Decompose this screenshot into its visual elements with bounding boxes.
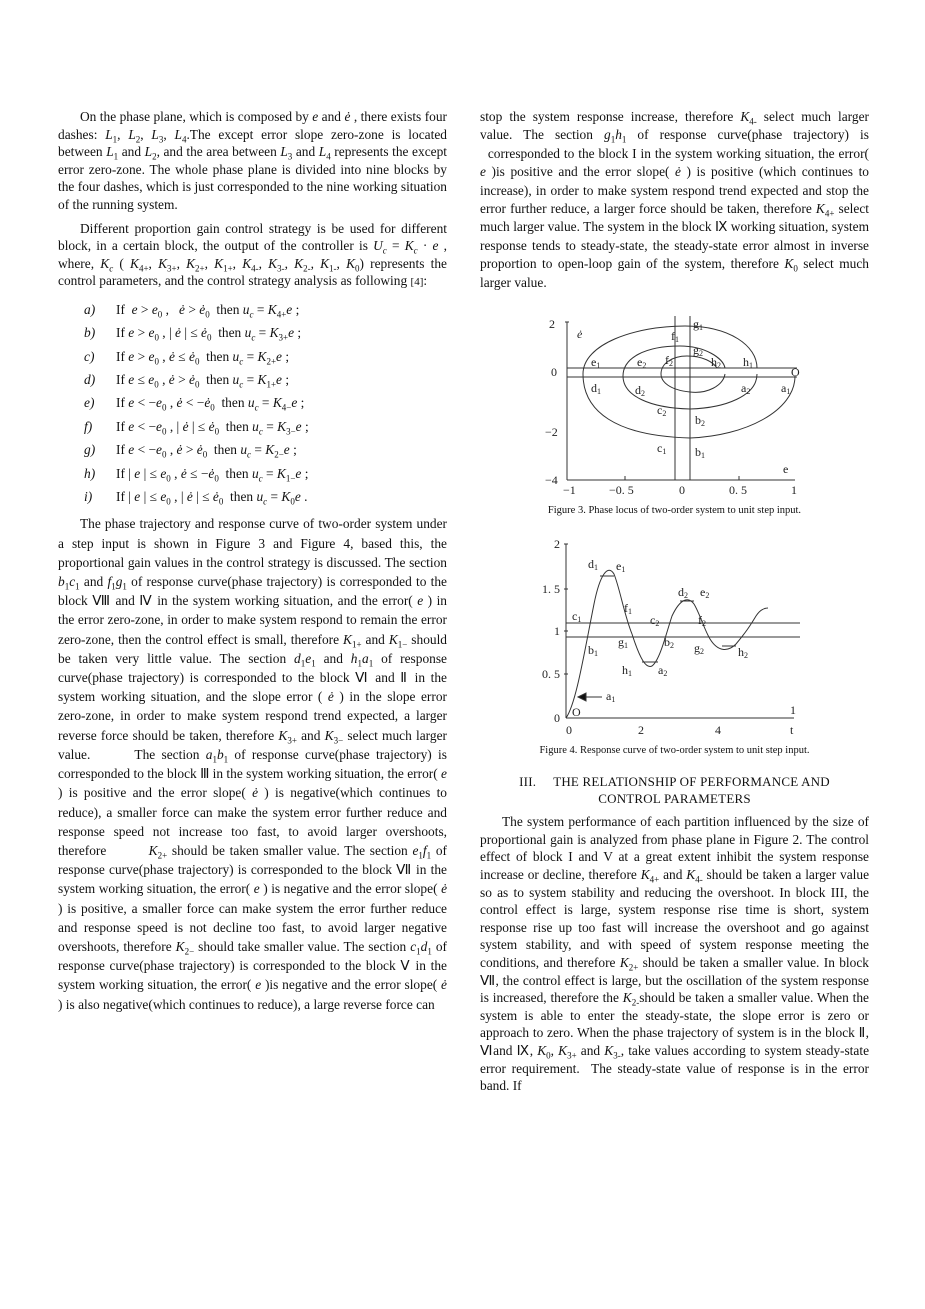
- svg-text:f2: f2: [698, 612, 706, 628]
- svg-text:c2: c2: [650, 612, 660, 628]
- rule-f: f) If $e < -e_0$ , | ė | ≤ $ė_0$ then $u_c = K_{3-}e$ ;: [84, 418, 309, 437]
- x-tick-05: 0. 5: [728, 483, 747, 497]
- y-axis-label: ė: [576, 327, 582, 342]
- svg-text:g2: g2: [692, 343, 703, 359]
- svg-text:f2: f2: [664, 353, 673, 369]
- svg-text:d1: d1: [590, 381, 601, 397]
- svg-text:g2: g2: [694, 640, 704, 656]
- x-tick-4: 4: [715, 722, 721, 736]
- svg-text:c2: c2: [656, 403, 666, 419]
- x-axis-label: e: [782, 462, 788, 477]
- svg-text:e2: e2: [700, 584, 710, 600]
- x-tick-neg1: −1: [562, 483, 576, 497]
- svg-text:c1: c1: [572, 608, 582, 624]
- svg-text:a2: a2: [658, 662, 668, 678]
- response-curve-chart: [542, 534, 807, 736]
- rule-text: If $e > e_0$ , | ė | ≤ $ė_0$ then $u_c = K_{3+}e$ ;: [116, 325, 302, 343]
- svg-text:e1: e1: [616, 558, 626, 574]
- paragraph-phase-trajectory-discussion: The phase trajectory and response curve of two-order system under a step input is shown in Figure 3 and Figure 4, based this, the proportional gain values in the control strategy is discussed. The section $b_1c_1$ and $f_1g_1$ of response curve(phase trajectory) is corresponded to the block Ⅷ and Ⅳ in the system working situation, and the error( e ) in the error zero-zone, in order to make system respond to remain the error zero-zone, then the control effect is small, therefore $K_{1+}$ and $K_{1-}$ should be taken very little value. The section $d_1e_1$ and $h_1a_1$ of response curve(phase trajectory) is corresponded to the block Ⅵ and Ⅱ in the system working situation, and the slope error ( ė ) in the slope error zero-zone, in order to make system respond trend expected, a larger reverse force should be taken, therefore $K_{3+}$ and $K_{3-}$ select much larger value. The section $a_1b_1$ of response curve(phase trajectory) is corresponded to the block Ⅲ in the system working situation, the error( e ) is positive and the error slope( ė ) is negative(which continues to reduce), a smaller force can make the system error further reduce and response speed not increase too fast, to avoid larger overshoots, therefore $K_{2+}$ should be taken smaller value. The section $e_1f_1$ of response curve(phase trajectory) is corresponded to the block Ⅶ in the system working situation, the error( e ) is negative and the error slope( ė ) is positive, a smaller force can make system the error further reduce and response speed is not decline too fast, to avoid larger negative overshoots, therefore $K_{2-}$ should take smaller value. The section $c_1d_1$ of response curve(phase trajectory) is corresponded to the block Ⅴ in the system working situation, the error( e )is negative and the error slope( ė ) is also negative(which continues to reduce), a large reverse force can: [58, 516, 448, 1012]
- figure-4-response-curve: [542, 534, 807, 736]
- paragraph-performance-analysis: The system performance of each partition influenced by the size of proportional gain is analyzed from phase plane in Figure 2. The control effect of block I and V at a great extent inhibit the system response increase or decline, therefore $K_{4+}$ and $K_{4-}$ should be taken a larger value so as to system stability and reducing the overshoot. In block III, the control effect is large, system response rise time is short, system response rise up too fast will increase the overshoot and go against system stability, and with speed of system response meeting the conditions, and therefore $K_{2+}$ should be taken a smaller value. In block Ⅶ, the control effect is large, but the oscillation of the system response is increased, therefore the $K_{2-}should$ be taken a smaller value. When the system is able to enter the steady-state, the slope error is zero or approach to zero. When the phase trajectory of system is in the block Ⅱ, Ⅵand Ⅸ, $K_0$, $K_{3+}$ and $K_{3-}$, take values according to system steady-state error requirement. The steady-state value of response is in the error band. If: [480, 814, 870, 1094]
- section-heading: [480, 773, 869, 807]
- rule-text: If $e < -e_0$ , ė < $-ė_0$ then $u_c = K_{4-}e$ ;: [116, 395, 305, 414]
- rule-b: b) If $e > e_0$ , | ė | ≤ $ė_0$ then $u_c = K_{3+}e$ ;: [84, 325, 302, 343]
- y-tick-neg4: −4: [544, 473, 558, 488]
- rule-a: a) If $e > e_0$ , ė > $ė_0$ then $u_c = K_{4+}e$ ;: [84, 301, 300, 320]
- svg-text:e2: e2: [636, 355, 646, 371]
- control-rules-list: [84, 298, 447, 509]
- rule-text: If | e | ≤ $e_0$ , | ė | ≤ $ė_0$ then $u_c = K_0e$ .: [116, 488, 308, 507]
- rule-text: If $e \le e_0$ , ė > $ė_0$ then $u_c = K_{1+}e$ ;: [116, 372, 290, 390]
- rule-text: If $e < -e_0$ , | ė | ≤ $ė_0$ then $u_c = K_{3-}e$ ;: [116, 418, 309, 437]
- paragraph-phase-plane: On the phase plane, which is composed by e and ė , there exists four dashes: $L_1$, $L_2$, $L_3$, $L_4.The$ except error slope zero-zone is located between $L_1$ and $L_2$, and the area between $L_3$ and $L_4$ represents the except error zero-zone. The whole phase plane is divided into nine blocks by the four dashes, which is just corresponded to the nine working situation of the running system.: [58, 109, 448, 212]
- svg-text:h2: h2: [710, 355, 721, 371]
- svg-text:1: 1: [790, 702, 796, 717]
- x-axis-label: t: [790, 722, 794, 736]
- y-tick-05: 0. 5: [542, 666, 560, 681]
- svg-text:d1: d1: [588, 556, 598, 572]
- right-column: [480, 108, 869, 1101]
- rule-text: If $e > e_0$ , ė ≤ $ė_0$ then $u_c = K_{2+}e$ ;: [116, 348, 290, 367]
- rule-c: c) If $e > e_0$ , ė ≤ $ė_0$ then $u_c = K_{2+}e$ ;: [84, 348, 290, 367]
- section-title-line2: CONTROL PARAMETERS: [598, 791, 751, 807]
- section-number: III.: [519, 774, 537, 790]
- x-tick-0: 0: [566, 722, 572, 736]
- svg-text:h1: h1: [742, 355, 753, 371]
- rule-e: e) If $e < -e_0$ , ė < $-ė_0$ then $u_c = K_{4-}e$ ;: [84, 395, 305, 414]
- svg-text:a2: a2: [740, 381, 750, 397]
- rule-d: d) If $e \le e_0$ , ė > $ė_0$ then $u_c = K_{1+}e$ ;: [84, 372, 290, 390]
- svg-text:b2: b2: [694, 413, 705, 429]
- svg-text:d2: d2: [678, 584, 688, 600]
- figure-4-caption: Figure 4. Response curve of two-order system to unit step input.: [539, 744, 810, 756]
- svg-text:h1: h1: [622, 662, 632, 678]
- svg-text:g1: g1: [618, 634, 628, 650]
- rule-text: If $e < -e_0$ , ė > $ė_0$ then $u_c = K_{2-}e$ ;: [116, 442, 297, 460]
- y-tick-1: 1: [554, 623, 560, 638]
- phase-locus-chart: [545, 316, 805, 496]
- svg-text:h2: h2: [738, 644, 748, 660]
- y-tick-neg2: −2: [544, 425, 558, 440]
- y-tick-0: 0: [554, 710, 560, 725]
- svg-text:O: O: [572, 704, 581, 719]
- svg-text:b2: b2: [664, 634, 674, 650]
- svg-text:g1: g1: [692, 317, 703, 333]
- svg-text:O: O: [790, 365, 800, 380]
- svg-text:f1: f1: [624, 600, 632, 616]
- svg-text:f1: f1: [670, 329, 679, 345]
- rule-text: If | e | ≤ $e_0$ , ė ≤ $-ė_0$ then $u_c = K_{1-}e$ ;: [116, 465, 309, 484]
- x-tick-1: 1: [790, 483, 797, 497]
- rule-h: h) If | e | ≤ $e_0$ , ė ≤ $-ė_0$ then $u_c = K_{1-}e$ ;: [84, 465, 309, 484]
- svg-text:b1: b1: [588, 642, 598, 658]
- x-tick-0: 0: [678, 483, 685, 497]
- section-title-line1: THE RELATIONSHIP OF PERFORMANCE AND: [553, 774, 830, 790]
- svg-text:a1: a1: [606, 688, 616, 704]
- left-column: [58, 108, 447, 1020]
- figure-3-phase-locus: [545, 316, 805, 496]
- svg-text:a1: a1: [780, 381, 790, 397]
- svg-text:e1: e1: [590, 355, 600, 371]
- figure-3-caption: Figure 3. Phase locus of two-order system to unit step input.: [547, 505, 802, 517]
- paragraph-control-strategy: Different proportion gain control strategy is be used for different block, in a certain block, the output of the controller is $U_c = K_c \cdot e$ , where, $K_c$ ( $K_{4+}$, $K_{3+}$, $K_{2+}$, $K_{1+}$, $K_{4-}$, $K_{3-}$, $K_{2-}$, $K_{1-}$, $K_0$) represents the control parameters, and the control strategy analysis as following [4]:: [58, 220, 448, 289]
- svg-text:b1: b1: [694, 445, 705, 461]
- rule-g: g) If $e < -e_0$ , ė > $ė_0$ then $u_c = K_{2-}e$ ;: [84, 442, 297, 460]
- y-tick-0: 0: [550, 365, 557, 380]
- x-tick-2: 2: [638, 722, 644, 736]
- svg-text:d2: d2: [634, 383, 645, 399]
- paragraph-block-continuation: stop the system response increase, therefore $K_{4-}$ select much larger value. The section $g_1h_1$ of response curve(phase trajectory) is corresponded to the block I in the system working situation, the error( e )is positive and the error slope( ė ) is positive (which continues to increase), in order to make system respond trend expected and stop the error further reduce, a larger force should be taken, therefore $K_{4+}$ select much larger value. The system in the block Ⅸ working situation, system response tends to steady-state, the steady-state error almost in inverse proportion to open-loop gain of the system, therefore $K_0$ select much larger value.: [480, 109, 869, 290]
- y-tick-15: 1. 5: [542, 581, 560, 596]
- y-tick-2: 2: [548, 317, 555, 332]
- rule-text: If $e > e_0$ , ė > $ė_0$ then $u_c = K_{4+}e$ ;: [116, 301, 300, 320]
- svg-text:c1: c1: [656, 441, 666, 457]
- rule-i: i) If | e | ≤ $e_0$ , | ė | ≤ $ė_0$ then $u_c = K_0e$ .: [84, 488, 308, 507]
- x-tick-neg05: −0. 5: [608, 483, 634, 497]
- y-tick-2: 2: [554, 536, 560, 551]
